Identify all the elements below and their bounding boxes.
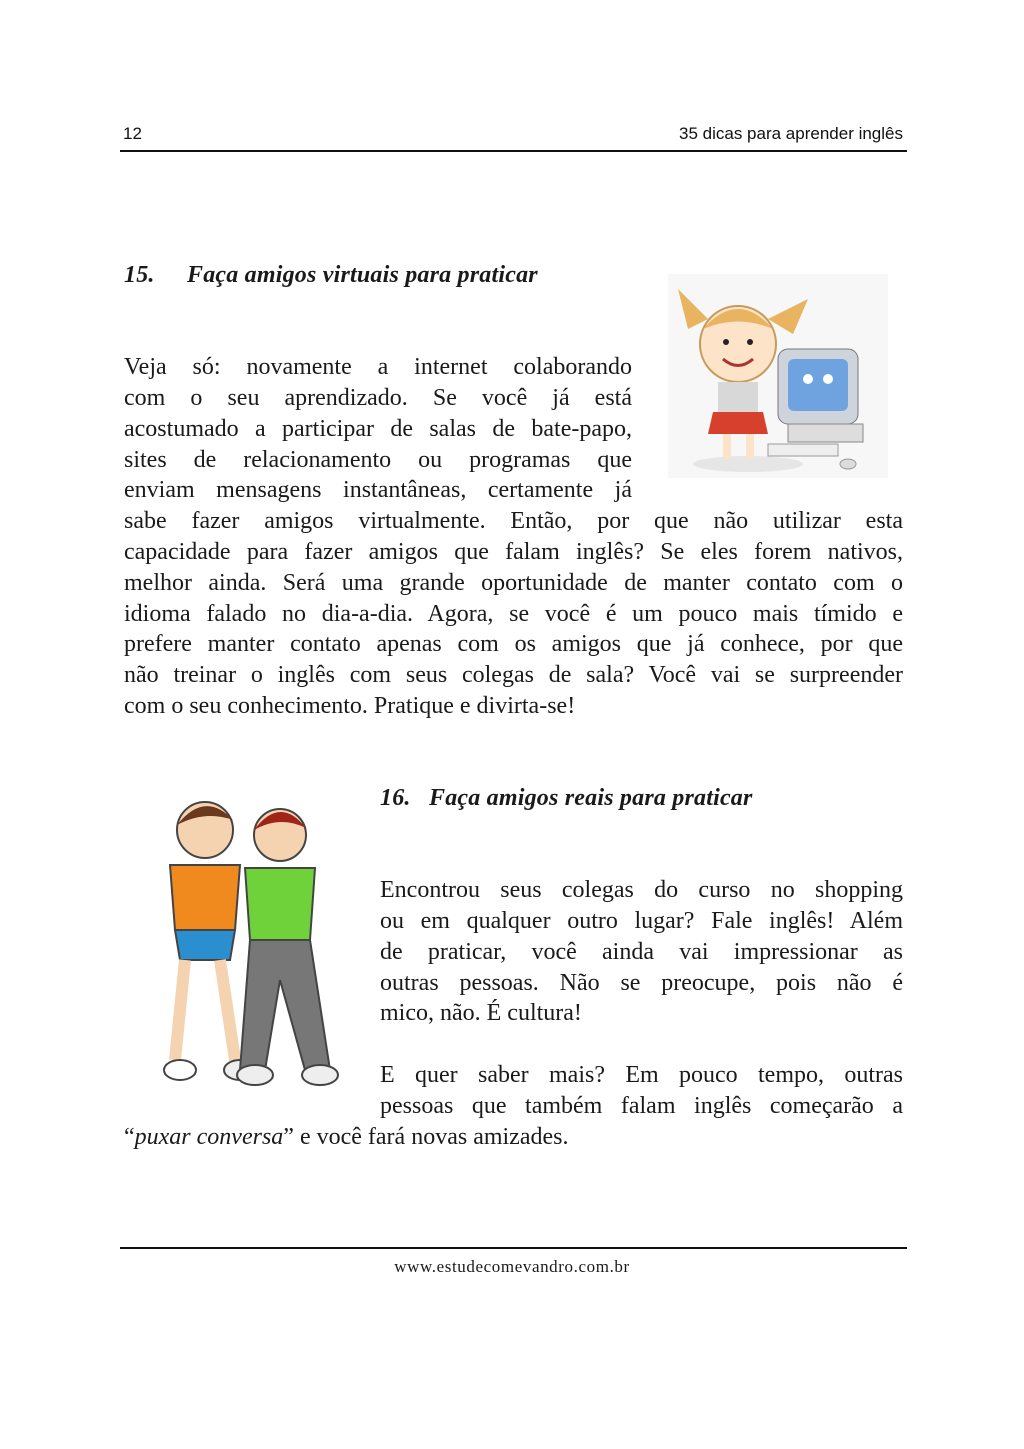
text-line: enviam mensagens instantâneas, certamente já [124, 477, 632, 503]
section-15-number: 15. [124, 262, 155, 288]
text-line: sites de relacionamento ou programas que [124, 447, 632, 473]
text-line: mico, não. É cultura! [380, 1000, 582, 1026]
header-rule [120, 150, 907, 152]
text-line: com o seu aprendizado. Se você já está [124, 385, 632, 411]
book-title: 35 dicas para aprender inglês [679, 124, 903, 143]
section-16-title: Faça amigos reais para praticar [429, 785, 753, 811]
text-line: sabe fazer amigos virtualmente. Então, por que não utilizar esta [124, 508, 903, 534]
text-line: Veja só: novamente a internet colaborando [124, 354, 632, 380]
text-line: idioma falado no dia-a-dia. Agora, se você é um pouco mais tímido e [124, 601, 903, 627]
text-line: não treinar o inglês com seus colegas de sala? Você vai se surpreender [124, 662, 903, 688]
text-line: melhor ainda. Será uma grande oportunidade de manter contato com o [124, 570, 903, 596]
text-line [124, 1122, 903, 1153]
text-line: ou em qualquer outro lugar? Fale inglês! Além [380, 908, 903, 934]
italic-phrase: puxar conversa [134, 1124, 284, 1150]
section-15-title: Faça amigos virtuais para praticar [187, 262, 538, 288]
section-16-number: 16. [380, 785, 411, 811]
text-line: de praticar, você ainda vai impressionar as [380, 939, 903, 965]
text-line: acostumado a participar de salas de bate-papo, [124, 416, 632, 442]
footer-url: www.estudecomevandro.com.br [394, 1257, 630, 1276]
text-line: prefere manter contato apenas com os amigos que já conhece, por que [124, 631, 903, 657]
footer-rule [120, 1247, 907, 1249]
text-line: outras pessoas. Não se preocupe, pois não é [380, 970, 903, 996]
text-line: E quer saber mais? Em pouco tempo, outras [380, 1062, 903, 1088]
text-line: com o seu conhecimento. Pratique e divirta-se! [124, 693, 576, 719]
text-line: Encontrou seus colegas do curso no shopping [380, 877, 903, 903]
text-line: pessoas que também falam inglês começarão a [380, 1093, 903, 1119]
text-line-rest: ” e você fará novas amizades. [283, 1124, 569, 1150]
two-boys-walking-illustration [135, 790, 345, 1090]
text-line: capacidade para fazer amigos que falam inglês? Se eles forem nativos, [124, 539, 903, 565]
girl-computer-illustration [668, 274, 888, 478]
page-number: 12 [123, 124, 142, 143]
open-quote: “ [124, 1124, 135, 1150]
